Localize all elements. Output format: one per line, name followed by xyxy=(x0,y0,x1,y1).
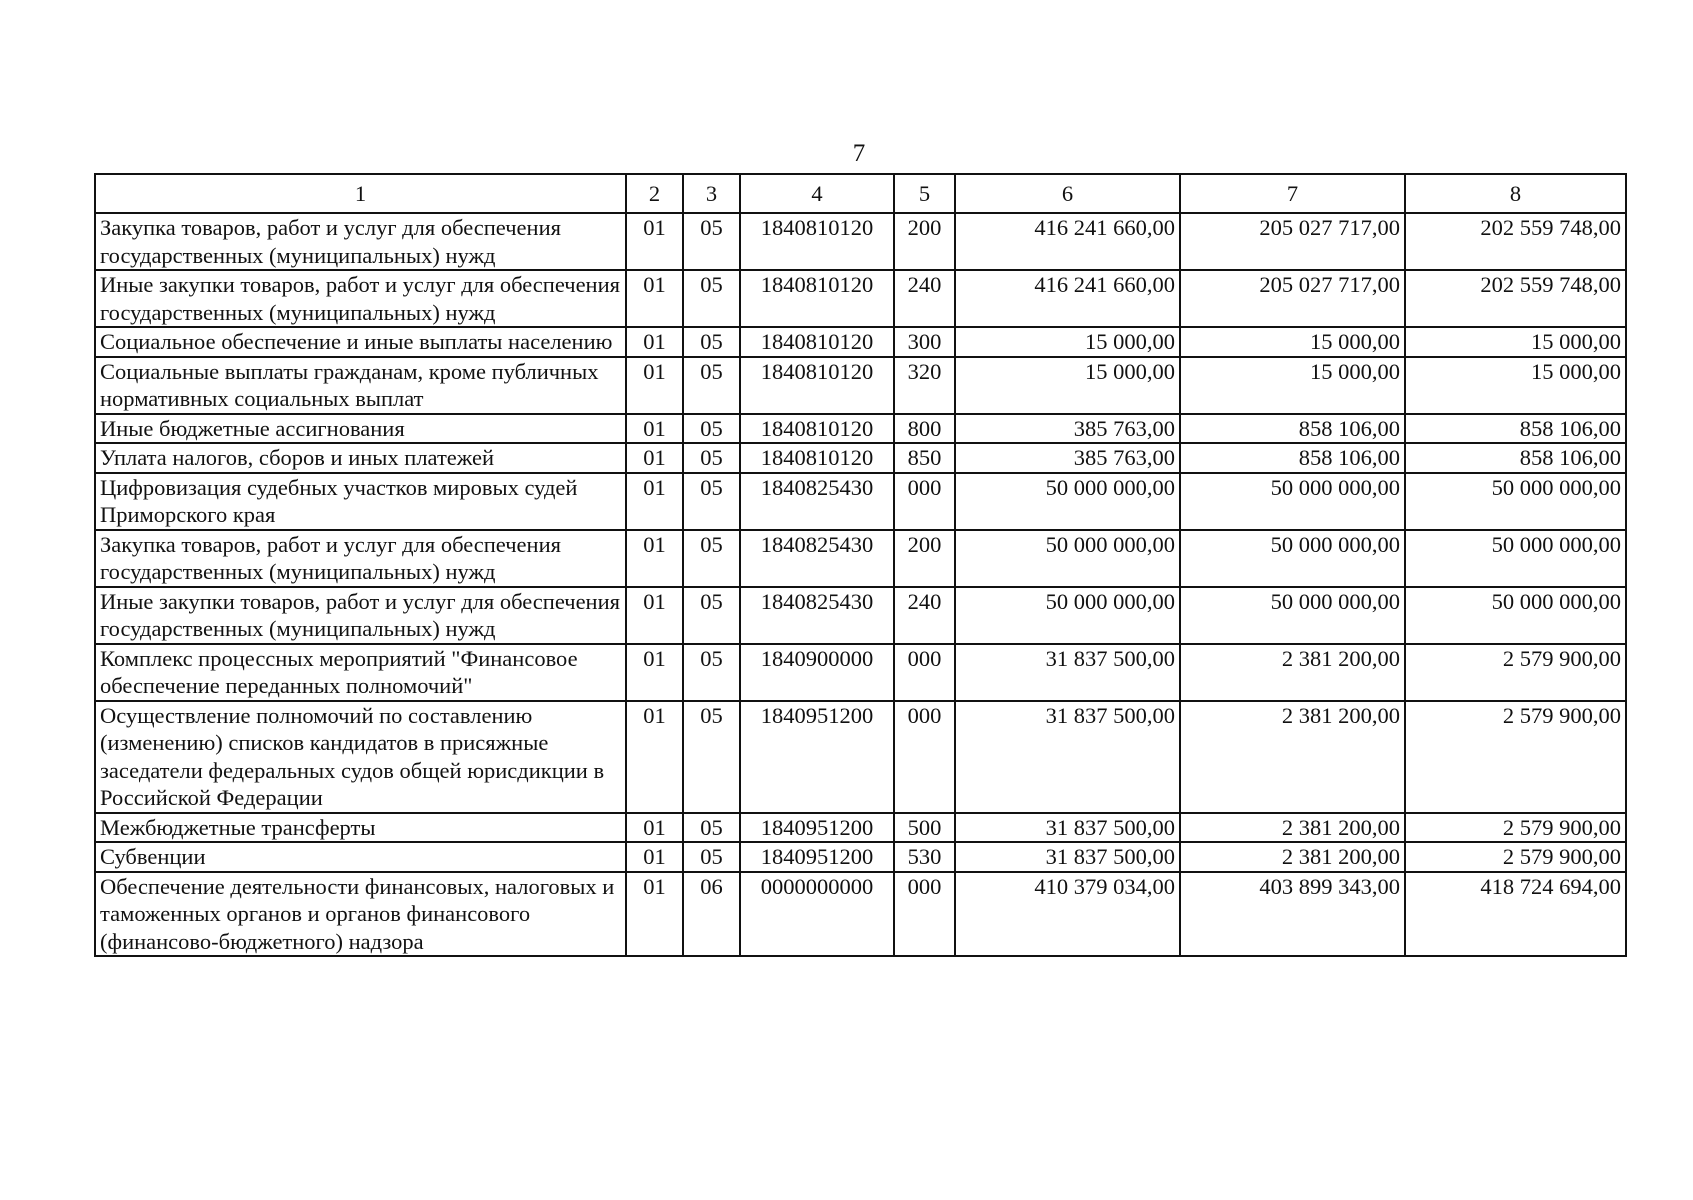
amount-col-8: 418 724 694,00 xyxy=(1405,872,1626,957)
header-cell-7: 7 xyxy=(1180,174,1405,213)
target-article-code: 1840810120 xyxy=(740,357,894,414)
amount-col-6: 15 000,00 xyxy=(955,357,1180,414)
amount-col-6: 385 763,00 xyxy=(955,443,1180,473)
budget-table xyxy=(94,173,1627,957)
subsection-code: 05 xyxy=(683,357,740,414)
row-name: Комплекс процессных мероприятий "Финансовое обеспечение переданных полномочий" xyxy=(95,644,626,701)
amount-col-6: 31 837 500,00 xyxy=(955,813,1180,843)
amount-col-7: 50 000 000,00 xyxy=(1180,473,1405,530)
subsection-code: 05 xyxy=(683,530,740,587)
expense-type-code: 200 xyxy=(894,213,955,270)
section-code: 01 xyxy=(626,443,683,473)
expense-type-code: 240 xyxy=(894,587,955,644)
header-cell-2: 2 xyxy=(626,174,683,213)
amount-col-7: 2 381 200,00 xyxy=(1180,842,1405,872)
subsection-code: 05 xyxy=(683,701,740,813)
section-code: 01 xyxy=(626,473,683,530)
table-row xyxy=(95,270,1626,327)
table-row xyxy=(95,213,1626,270)
target-article-code: 1840810120 xyxy=(740,327,894,357)
header-cell-3: 3 xyxy=(683,174,740,213)
table-row xyxy=(95,473,1626,530)
amount-col-8: 50 000 000,00 xyxy=(1405,530,1626,587)
amount-col-8: 858 106,00 xyxy=(1405,414,1626,444)
amount-col-7: 2 381 200,00 xyxy=(1180,701,1405,813)
row-name: Социальные выплаты гражданам, кроме публичных нормативных социальных выплат xyxy=(95,357,626,414)
amount-col-7: 2 381 200,00 xyxy=(1180,644,1405,701)
target-article-code: 1840810120 xyxy=(740,414,894,444)
table-row xyxy=(95,842,1626,872)
subsection-code: 06 xyxy=(683,872,740,957)
expense-type-code: 200 xyxy=(894,530,955,587)
row-name: Межбюджетные трансферты xyxy=(95,813,626,843)
table-row xyxy=(95,414,1626,444)
header-row xyxy=(95,174,1626,213)
amount-col-8: 2 579 900,00 xyxy=(1405,813,1626,843)
amount-col-7: 205 027 717,00 xyxy=(1180,270,1405,327)
table-row xyxy=(95,644,1626,701)
table-row xyxy=(95,327,1626,357)
section-code: 01 xyxy=(626,213,683,270)
subsection-code: 05 xyxy=(683,587,740,644)
row-name: Осуществление полномочий по составлению (изменению) списков кандидатов в присяжные заседатели федеральных судов общей юрисдикции в Российской Федерации xyxy=(95,701,626,813)
subsection-code: 05 xyxy=(683,473,740,530)
amount-col-8: 2 579 900,00 xyxy=(1405,701,1626,813)
amount-col-7: 2 381 200,00 xyxy=(1180,813,1405,843)
expense-type-code: 000 xyxy=(894,644,955,701)
row-name: Уплата налогов, сборов и иных платежей xyxy=(95,443,626,473)
target-article-code: 1840951200 xyxy=(740,813,894,843)
target-article-code: 1840951200 xyxy=(740,842,894,872)
table-row xyxy=(95,587,1626,644)
amount-col-8: 2 579 900,00 xyxy=(1405,644,1626,701)
header-cell-5: 5 xyxy=(894,174,955,213)
subsection-code: 05 xyxy=(683,327,740,357)
amount-col-6: 15 000,00 xyxy=(955,327,1180,357)
table-row xyxy=(95,701,1626,813)
expense-type-code: 800 xyxy=(894,414,955,444)
amount-col-7: 858 106,00 xyxy=(1180,443,1405,473)
target-article-code: 1840825430 xyxy=(740,587,894,644)
target-article-code: 1840951200 xyxy=(740,701,894,813)
table-row xyxy=(95,813,1626,843)
section-code: 01 xyxy=(626,270,683,327)
subsection-code: 05 xyxy=(683,414,740,444)
amount-col-7: 50 000 000,00 xyxy=(1180,530,1405,587)
expense-type-code: 300 xyxy=(894,327,955,357)
subsection-code: 05 xyxy=(683,644,740,701)
section-code: 01 xyxy=(626,530,683,587)
amount-col-7: 858 106,00 xyxy=(1180,414,1405,444)
table-row xyxy=(95,530,1626,587)
section-code: 01 xyxy=(626,644,683,701)
expense-type-code: 000 xyxy=(894,872,955,957)
amount-col-6: 50 000 000,00 xyxy=(955,473,1180,530)
header-cell-4: 4 xyxy=(740,174,894,213)
row-name: Социальное обеспечение и иные выплаты населению xyxy=(95,327,626,357)
amount-col-7: 205 027 717,00 xyxy=(1180,213,1405,270)
subsection-code: 05 xyxy=(683,213,740,270)
expense-type-code: 320 xyxy=(894,357,955,414)
amount-col-8: 2 579 900,00 xyxy=(1405,842,1626,872)
amount-col-7: 15 000,00 xyxy=(1180,357,1405,414)
header-cell-6: 6 xyxy=(955,174,1180,213)
amount-col-6: 385 763,00 xyxy=(955,414,1180,444)
table-row xyxy=(95,872,1626,957)
page-number: 7 xyxy=(852,140,866,167)
target-article-code: 1840810120 xyxy=(740,213,894,270)
section-code: 01 xyxy=(626,813,683,843)
amount-col-8: 202 559 748,00 xyxy=(1405,213,1626,270)
amount-col-6: 416 241 660,00 xyxy=(955,213,1180,270)
amount-col-7: 50 000 000,00 xyxy=(1180,587,1405,644)
row-name: Цифровизация судебных участков мировых судей Приморского края xyxy=(95,473,626,530)
section-code: 01 xyxy=(626,587,683,644)
row-name: Обеспечение деятельности финансовых, налоговых и таможенных органов и органов финансового (финансово-бюджетного) надзора xyxy=(95,872,626,957)
target-article-code: 1840810120 xyxy=(740,270,894,327)
target-article-code: 1840825430 xyxy=(740,473,894,530)
subsection-code: 05 xyxy=(683,443,740,473)
row-name: Иные закупки товаров, работ и услуг для обеспечения государственных (муниципальных) нужд xyxy=(95,587,626,644)
subsection-code: 05 xyxy=(683,813,740,843)
amount-col-8: 50 000 000,00 xyxy=(1405,473,1626,530)
amount-col-8: 15 000,00 xyxy=(1405,327,1626,357)
row-name: Иные закупки товаров, работ и услуг для обеспечения государственных (муниципальных) нужд xyxy=(95,270,626,327)
table-row xyxy=(95,357,1626,414)
row-name: Закупка товаров, работ и услуг для обеспечения государственных (муниципальных) нужд xyxy=(95,530,626,587)
table-row xyxy=(95,443,1626,473)
amount-col-7: 403 899 343,00 xyxy=(1180,872,1405,957)
amount-col-6: 31 837 500,00 xyxy=(955,842,1180,872)
amount-col-8: 15 000,00 xyxy=(1405,357,1626,414)
target-article-code: 1840825430 xyxy=(740,530,894,587)
expense-type-code: 000 xyxy=(894,473,955,530)
amount-col-7: 15 000,00 xyxy=(1180,327,1405,357)
expense-type-code: 240 xyxy=(894,270,955,327)
row-name: Закупка товаров, работ и услуг для обеспечения государственных (муниципальных) нужд xyxy=(95,213,626,270)
subsection-code: 05 xyxy=(683,270,740,327)
section-code: 01 xyxy=(626,357,683,414)
subsection-code: 05 xyxy=(683,842,740,872)
section-code: 01 xyxy=(626,327,683,357)
amount-col-6: 410 379 034,00 xyxy=(955,872,1180,957)
section-code: 01 xyxy=(626,842,683,872)
amount-col-6: 416 241 660,00 xyxy=(955,270,1180,327)
expense-type-code: 500 xyxy=(894,813,955,843)
amount-col-6: 50 000 000,00 xyxy=(955,530,1180,587)
amount-col-8: 50 000 000,00 xyxy=(1405,587,1626,644)
amount-col-6: 50 000 000,00 xyxy=(955,587,1180,644)
amount-col-6: 31 837 500,00 xyxy=(955,701,1180,813)
target-article-code: 1840810120 xyxy=(740,443,894,473)
header-cell-1: 1 xyxy=(95,174,626,213)
section-code: 01 xyxy=(626,872,683,957)
target-article-code: 0000000000 xyxy=(740,872,894,957)
amount-col-8: 202 559 748,00 xyxy=(1405,270,1626,327)
expense-type-code: 000 xyxy=(894,701,955,813)
header-cell-8: 8 xyxy=(1405,174,1626,213)
amount-col-6: 31 837 500,00 xyxy=(955,644,1180,701)
target-article-code: 1840900000 xyxy=(740,644,894,701)
amount-col-8: 858 106,00 xyxy=(1405,443,1626,473)
row-name: Иные бюджетные ассигнования xyxy=(95,414,626,444)
section-code: 01 xyxy=(626,701,683,813)
row-name: Субвенции xyxy=(95,842,626,872)
section-code: 01 xyxy=(626,414,683,444)
expense-type-code: 850 xyxy=(894,443,955,473)
expense-type-code: 530 xyxy=(894,842,955,872)
